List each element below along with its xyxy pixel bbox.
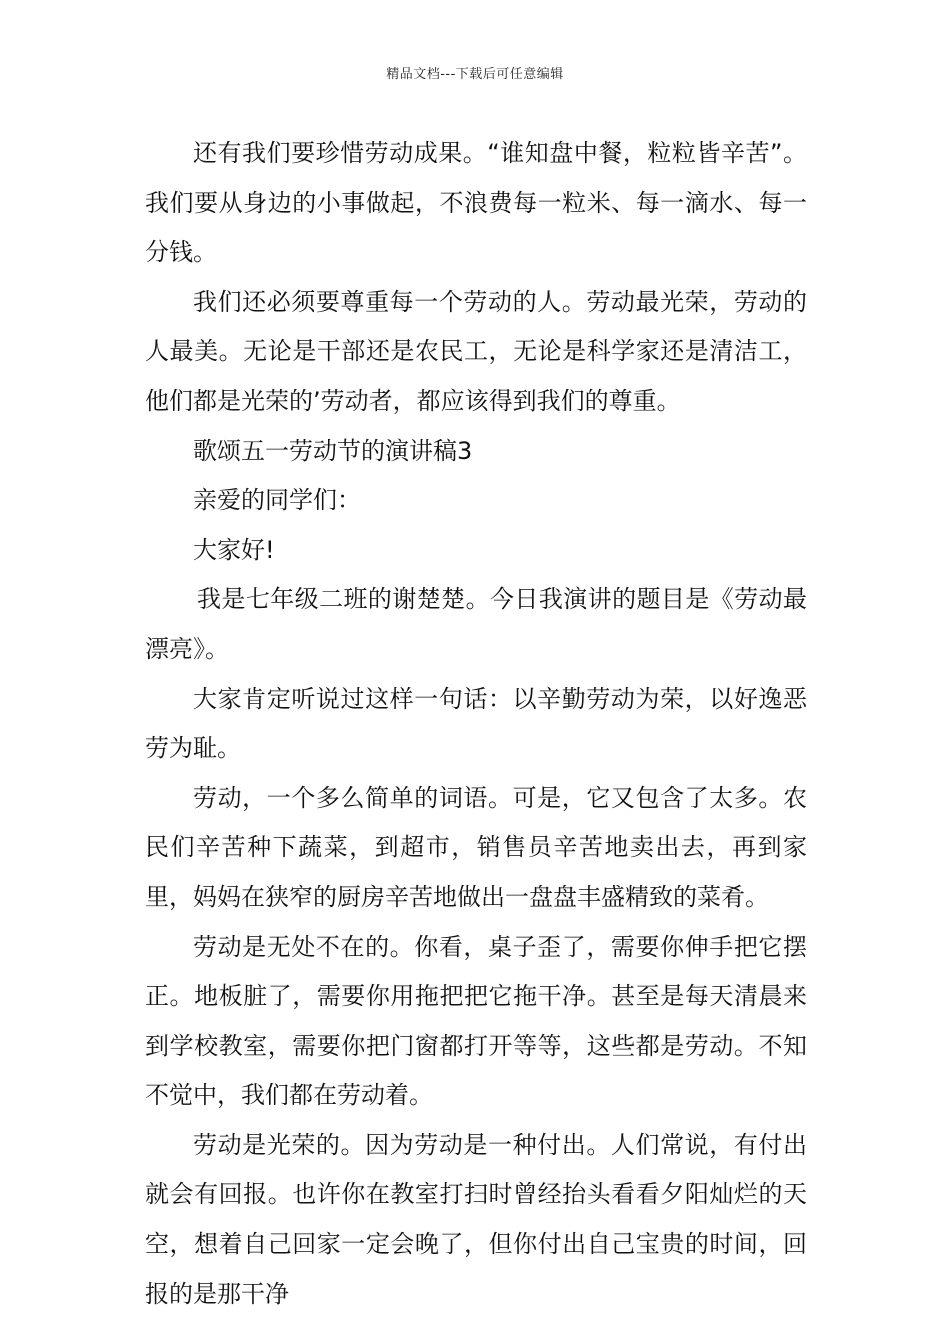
paragraph: 我是七年级二班的谢楚楚。今日我演讲的题目是《劳动最漂亮》。	[145, 585, 807, 663]
paragraph: 我们还必须要尊重每一个劳动的人。劳动最光荣，劳动的人最美。无论是干部还是农民工，无论是科学家还是清洁工，他们都是光荣的’劳动者，都应该得到我们的尊重。	[145, 287, 807, 415]
paragraph: 劳动是光荣的。因为劳动是一种付出。人们常说，有付出就会有回报。也许你在教室打扫时曾经抬头看看夕阳灿烂的天空，想着自己回家一定会晚了，但你付出自己宝贵的时间，回报的是那干净	[145, 1130, 807, 1308]
section-title: 歌颂五一劳动节的演讲稿3	[193, 436, 473, 465]
paragraph: 劳动，一个多么简单的词语。可是，它又包含了太多。农民们辛苦种下蔬菜，到超市，销售员辛苦地卖出去，再到家里，妈妈在狭窄的厨房辛苦地做出一盘盘丰盛精致的菜肴。	[145, 783, 807, 911]
paragraph: 大家肯定听说过这样一句话：以辛勤劳动为荣，以好逸恶劳为耻。	[145, 684, 807, 763]
paragraph: 还有我们要珍惜劳动成果。“谁知盘中餐，粒粒皆辛苦”。我们要从身边的小事做起，不浪费每一粒米、每一滴水、每一分钱。	[145, 139, 807, 267]
paragraph: 劳动是无处不在的。你看，桌子歪了，需要你伸手把它摆正。地板脏了，需要你用拖把把它拖干净。甚至是每天清晨来到学校教室，需要你把门窗都打开等等，这些都是劳动。不知不觉中，我们都在劳动着。	[145, 932, 807, 1110]
document-body	[145, 129, 807, 1319]
salutation: 亲爱的同学们：	[193, 486, 361, 515]
page-header: 精品文档---下载后可任意编辑	[386, 67, 564, 82]
greeting: 大家好!	[193, 535, 275, 564]
